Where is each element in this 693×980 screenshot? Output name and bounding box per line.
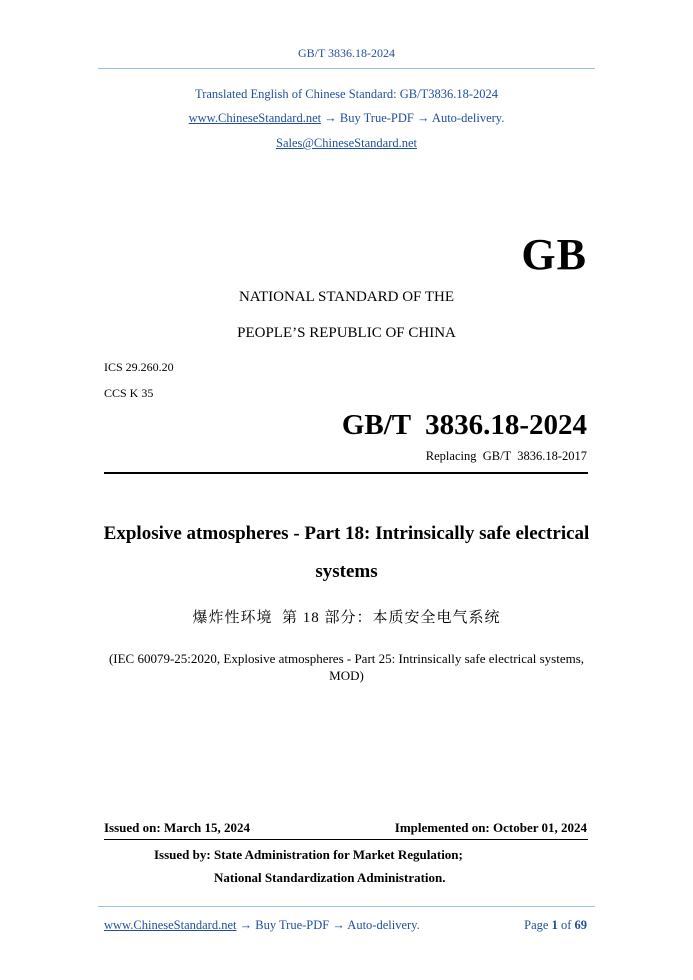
page-current: 1 [551,918,558,932]
footer-divider [98,906,595,907]
ics-code: ICS 29.260.20 [104,360,174,374]
replacing-standard: Replacing GB/T 3836.18-2017 [425,449,587,463]
national-standard-line-2: PEOPLE’S REPUBLIC OF CHINA [237,325,456,341]
header-divider [98,68,595,69]
issued-date: Issued on: March 15, 2024 [104,820,251,835]
promo-line-1: Translated English of Chinese Standard: GB/T3836.18-2024 [195,87,498,101]
promo-line-2 [0,111,693,126]
gb-logo: GB [521,230,587,279]
issued-by-line-2: National Standardization Administration. [214,870,446,885]
running-header: GB/T 3836.18-2024 [297,46,396,60]
promo-line-3 [0,136,693,151]
national-standard-line-1: NATIONAL STANDARD OF THE [238,289,455,305]
document-title-en: Explosive atmospheres - Part 18: Intrinsically safe electrical systems [103,523,590,582]
issued-by-line-1: Issued by: State Administration for Market Regulation; [154,847,463,862]
promo-site-tail: → Buy True-PDF → Auto-delivery. [321,111,505,125]
page-total: 69 [574,918,587,932]
page-of: of [560,918,572,932]
standard-number: GB/T 3836.18-2024 [341,409,587,441]
implemented-date: Implemented on: October 01, 2024 [394,820,587,835]
document-title-cn: 爆炸性环境 第 18 部分：本质安全电气系统 [192,610,501,626]
footer-promo [104,918,420,933]
page-label: Page [524,918,549,932]
iec-reference: (IEC 60079-25:2020, Explosive atmospheres - Part 25: Intrinsically safe electrical systems, MOD) [108,651,585,683]
promo-email-link[interactable]: Sales@ChineseStandard.net [276,136,417,150]
footer-site-tail: → Buy True-PDF → Auto-delivery. [236,918,420,932]
title-divider [104,472,588,474]
dates-divider [104,839,588,840]
ccs-code: CCS K 35 [104,386,154,400]
promo-site-link[interactable]: www.ChineseStandard.net [188,111,322,125]
page-number [524,918,587,933]
footer-site-link[interactable]: www.ChineseStandard.net [104,918,237,932]
